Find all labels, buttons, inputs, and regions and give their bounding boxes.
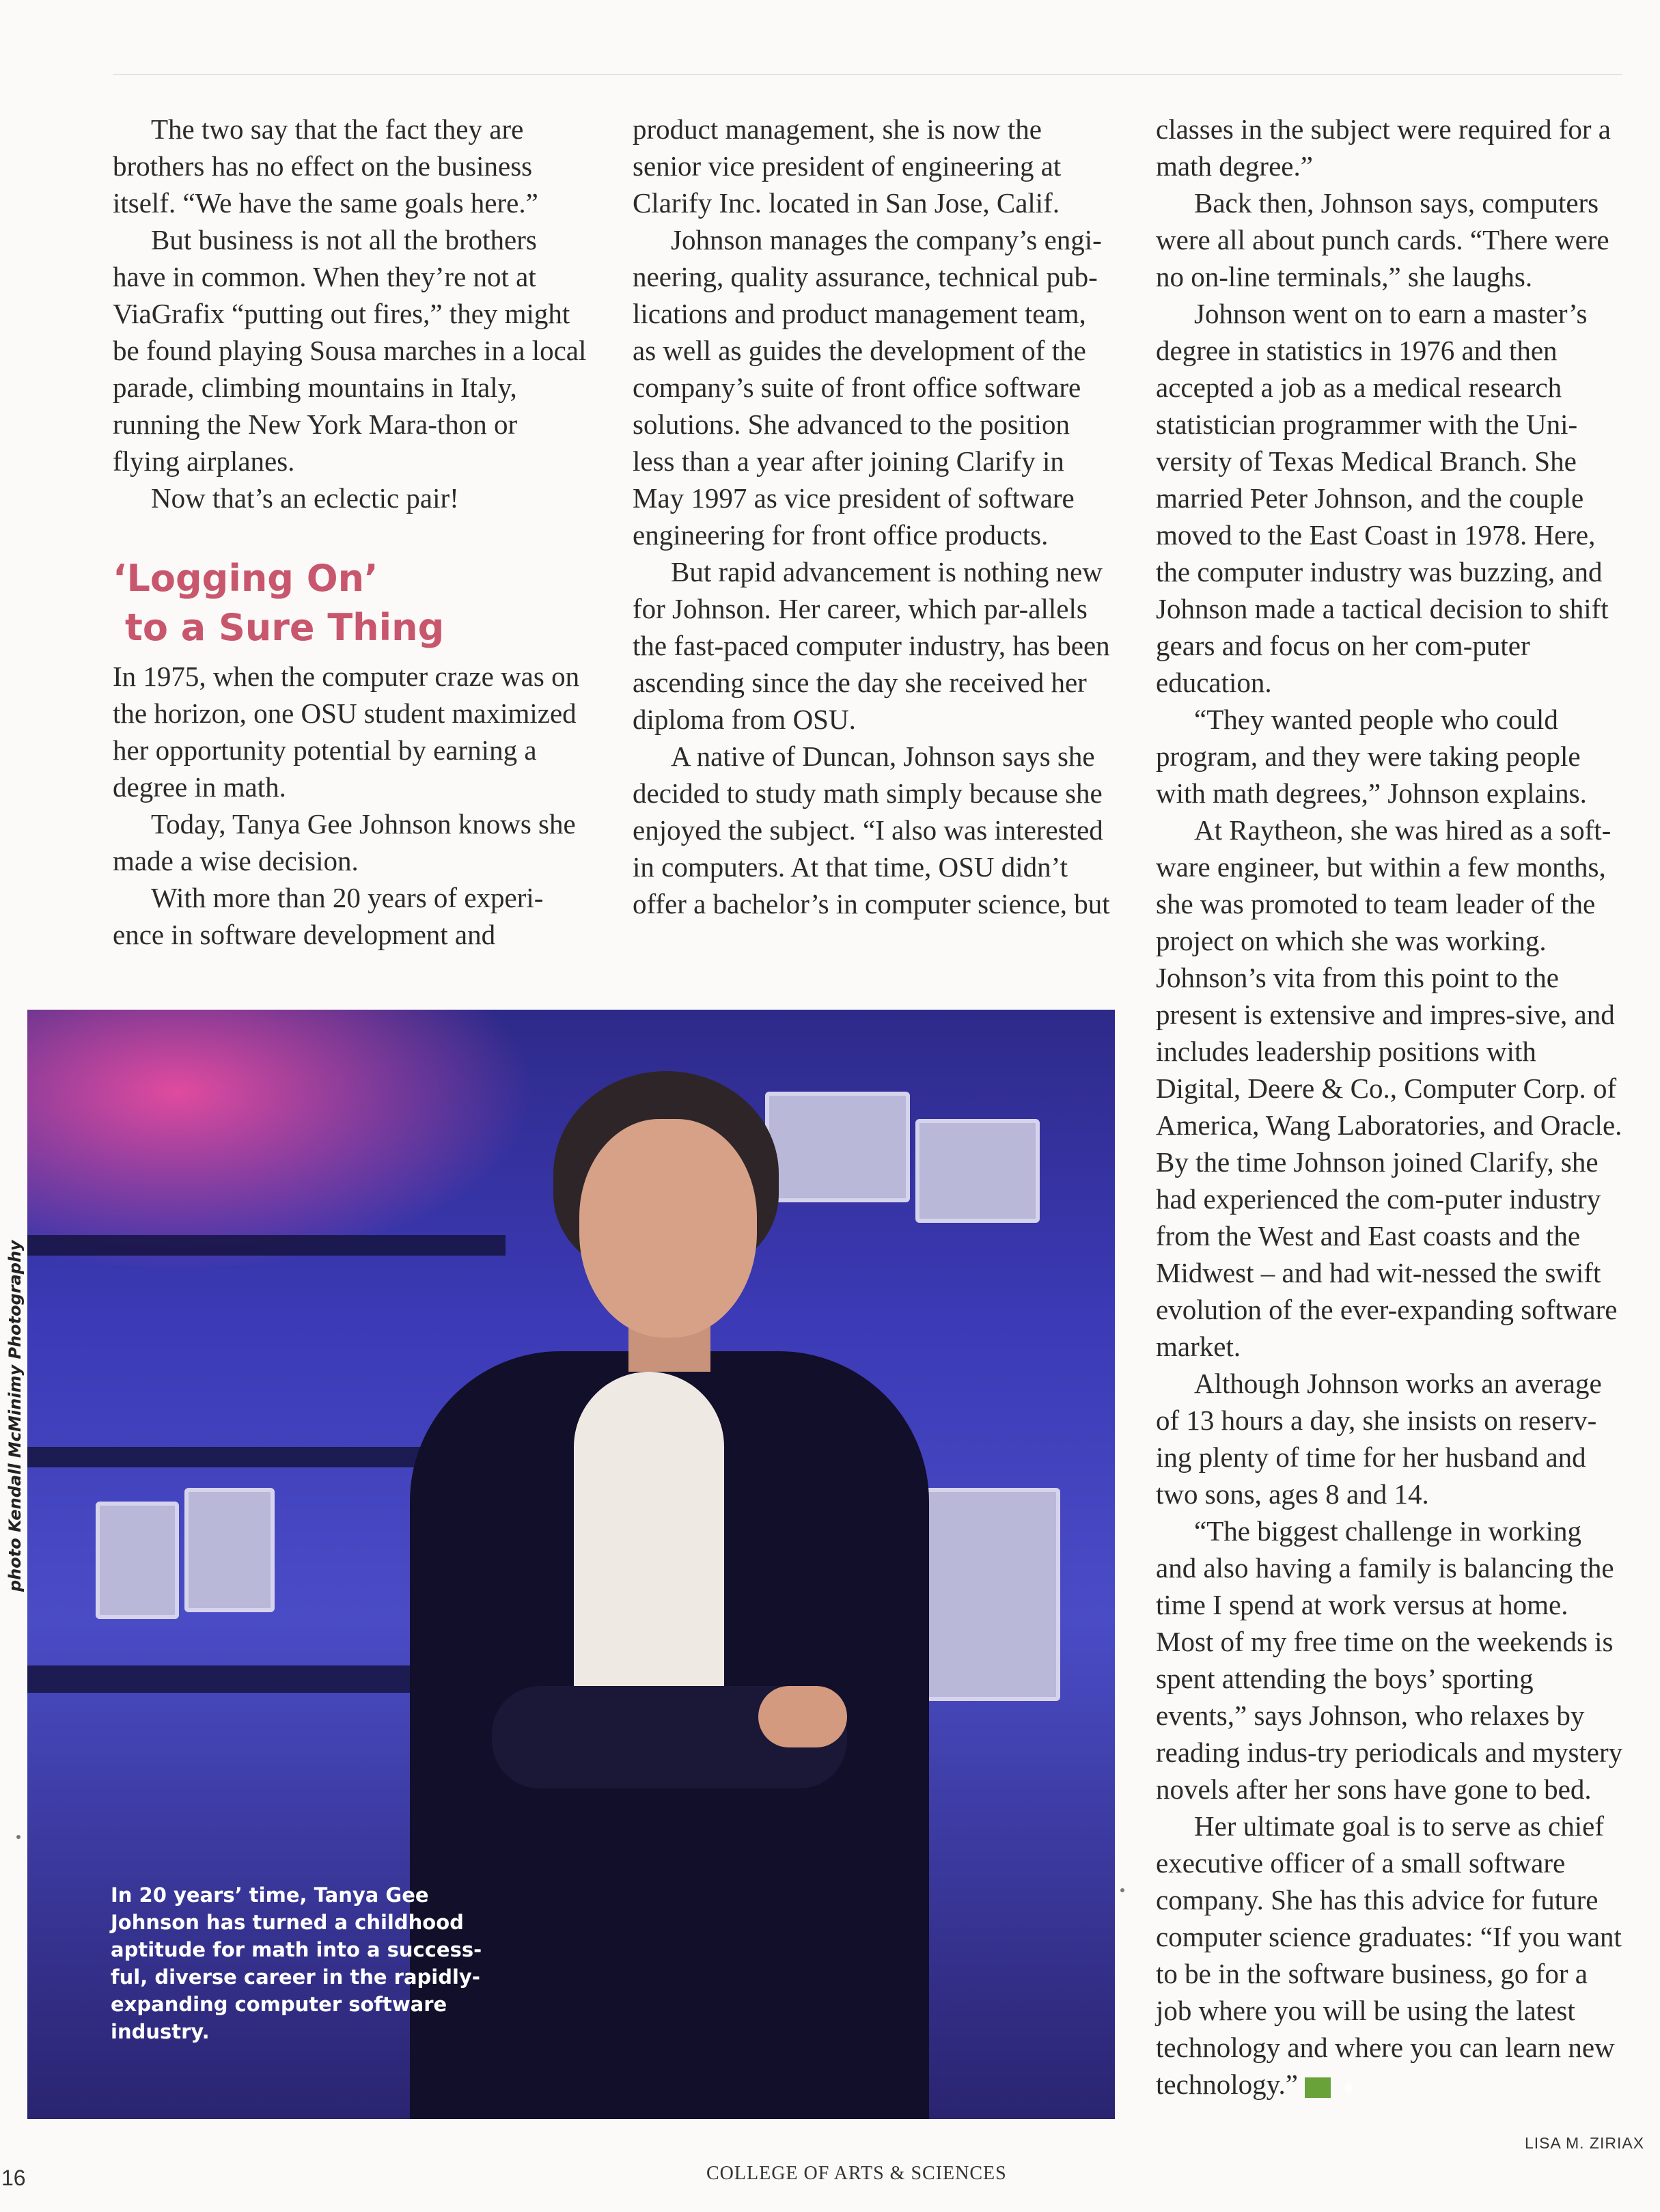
person-hand	[758, 1686, 847, 1747]
lab-shelf	[27, 1665, 437, 1693]
computer-monitor	[96, 1502, 179, 1619]
paragraph: Now that’s an eclectic pair!	[151, 482, 459, 514]
paragraph: But business is not all the brothers have in common. When they’re not at ViaGrafix “putting out fires,” they might be found playing Sousa marches in a local parade, climbing mountains in Italy, running the New York Mara-thon or flying airplanes.	[113, 224, 587, 477]
person-face	[579, 1119, 757, 1338]
top-rule	[113, 74, 1622, 75]
computer-monitor	[915, 1119, 1040, 1223]
paragraph: A native of Duncan, Johnson says she decided to study math simply because she enjoyed the subject. “I also was interested in computers. At that time, OSU didn’t offer a bachelor’s in computer science, but	[633, 741, 1110, 920]
paragraph: Johnson manages the company’s engi-neering, quality assurance, technical pub-lications and product management team, as well as guides the development of the company’s suite of front office software solutions. She advanced to the position less than a year after joining Clarify in May 1997 as vice president of software engineering for front office products.	[633, 224, 1102, 551]
paragraph: “The biggest challenge in working and also having a family is balancing the time I spend at work versus at home. Most of my free time on the weekends is spent attending the boys’ sporting events,” says Johnson, who relaxes by reading indus-try periodicals and mystery novels after her sons have gone to bed.	[1156, 1515, 1623, 1805]
author-byline: LISA M. ZIRIAX	[1525, 2134, 1645, 2152]
paragraph: At Raytheon, she was hired as a soft-ware engineer, but within a few months, she was promoted to team leader of the project on which she was working. Johnson’s vita from this point to the present is extensive and impres-sive, and includes leadership positions with Digital, Deere & Co., Computer Corp. of America, Wang Laboratories, and Oracle. By the time Johnson joined Clarify, she had experienced the com-puter industry from the West and East coasts and the Midwest – and had wit-nessed the swift evolution of the ever-expanding software market.	[1156, 814, 1622, 1362]
paragraph: In 1975, when the computer craze was on the horizon, one OSU student maximized her opportunity potential by earning a degree in math.	[113, 661, 580, 803]
section-heading-line-1: ‘Logging On’	[113, 557, 378, 600]
paragraph: With more than 20 years of experi-ence in software development and	[113, 882, 544, 950]
paragraph-final-text: Her ultimate goal is to serve as chief executive officer of a small software company. She has this advice for future computer science graduates: “If you want to be in the software business, go for a job where you will be using the latest technology and where you can learn new technology.”	[1156, 1810, 1622, 2100]
publication-footer: COLLEGE OF ARTS & SCIENCES	[706, 2163, 1007, 2184]
paragraph: “They wanted people who could program, and they were taking people with math degrees,” Johnson explains.	[1156, 704, 1587, 809]
paragraph: product management, she is now the senior vice president of engineering at Clarify Inc. located in San Jose, Calif.	[633, 113, 1062, 219]
paragraph: But rapid advancement is nothing new for Johnson. Her career, which par-allels the fast-paced computer industry, has been ascending since the day she received her diploma from OSU.	[633, 556, 1110, 735]
page-number: 16	[1, 2166, 26, 2190]
article-column-2	[633, 111, 1111, 922]
computer-monitor	[184, 1488, 275, 1612]
lab-shelf	[27, 1235, 506, 1256]
section-heading-line-2: to a Sure Thing	[125, 606, 445, 649]
paragraph-final	[1156, 1808, 1627, 2103]
paragraph: The two say that the fact they are brothers has no effect on the business itself. “We have the same goals here.”	[113, 113, 538, 219]
section-heading	[113, 554, 591, 652]
paragraph: Back then, Johnson says, computers were all about punch cards. “There were no on-line terminals,” she laughs.	[1156, 187, 1609, 292]
paragraph: classes in the subject were required for a math degree.”	[1156, 113, 1611, 182]
photo-credit-text: photo Kendall McMinimy Photography	[5, 1240, 25, 1592]
photo-caption: In 20 years’ time, Tanya Gee Johnson has turned a childhood aptitude for math into a success-ful, diverse career in the rapidly-expanding computer software industry.	[111, 1883, 482, 2043]
article-column-3	[1156, 111, 1627, 2103]
portrait-photo	[27, 1010, 1115, 2119]
paragraph: Although Johnson works an average of 13 hours a day, she insists on reserv-ing plenty of time for her husband and two sons, ages 8 and 14.	[1156, 1368, 1602, 1510]
computer-monitor	[765, 1092, 910, 1202]
paragraph: Today, Tanya Gee Johnson knows she made a wise decision.	[113, 808, 576, 876]
paragraph: Johnson went on to earn a master’s degree in statistics in 1976 and then accepted a job as a medical research statistician programmer with the Uni-versity of Texas Medical Branch. She married Peter Johnson, and the couple moved to the East Coast in 1978. Here, the computer industry was buzzing, and Johnson made a tactical decision to shift gears and focus on her com-puter education.	[1156, 298, 1609, 698]
speck	[16, 1835, 20, 1839]
speck	[1120, 1888, 1124, 1892]
end-of-article-mark-icon: ◈	[1305, 2077, 1331, 2098]
article-column-1	[113, 111, 591, 953]
